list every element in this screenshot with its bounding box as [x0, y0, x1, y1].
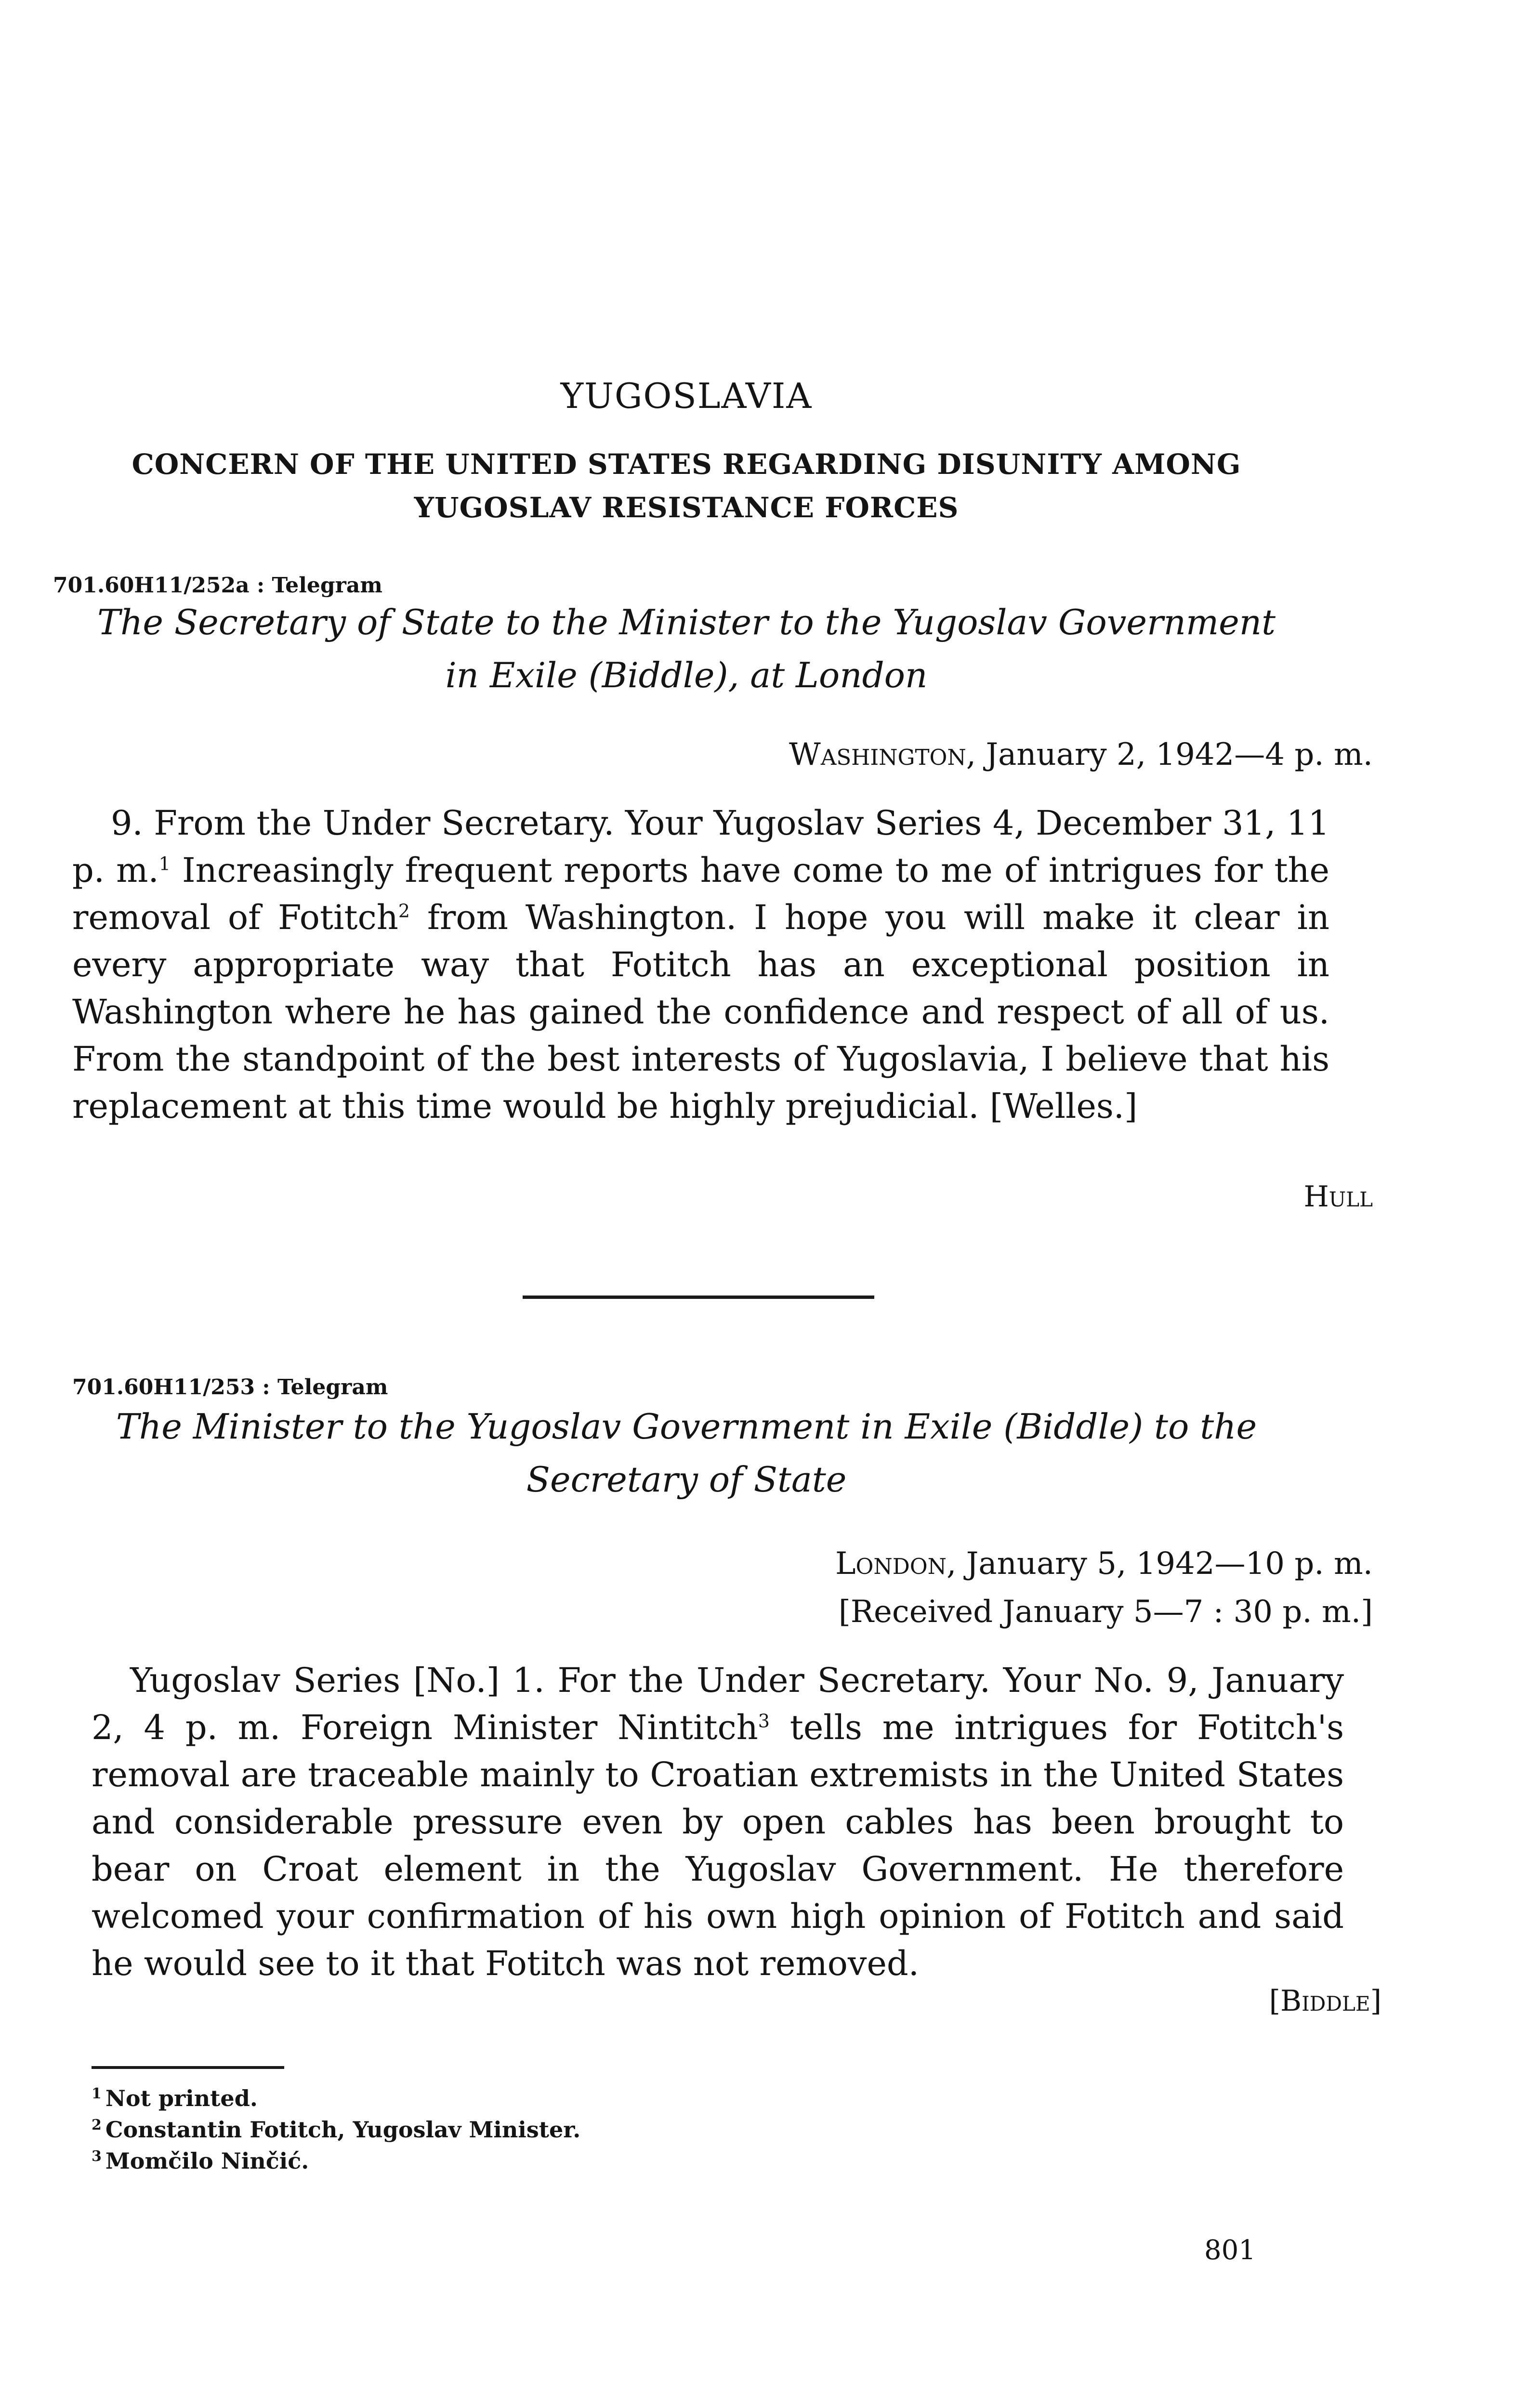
doc2-body-part2: tells me intrigues for Fotitch's removal are traceable mainly to Croatian extremists in the United States and considerable pressure even by open cables has been brought to bear on Croat element in the Yugoslav Government. He therefore welcomed your confirmation of his own high opinion of Fotitch and said he would see to it that Fotitch was not removed. [92, 1708, 1344, 1983]
footnote-2-text: Constantin Fotitch, Yugoslav Minister. [105, 2117, 581, 2143]
doc2-place: London, [835, 1546, 957, 1582]
doc2-file-ref: 701.60H11/253 : Telegram [72, 1375, 388, 1400]
doc1-signature: Hull [1303, 1180, 1373, 1214]
doc2-date: January 5, 1942—10 p. m. [956, 1546, 1373, 1582]
doc1-body-part2: Increasingly frequent reports have come to me of intrigues for the removal of Fotitch [72, 851, 1329, 937]
doc1-date: January 2, 1942—4 p. m. [976, 737, 1373, 772]
footnote-rule [92, 2066, 284, 2069]
footnote-ref-2: 2 [398, 900, 410, 922]
footnote-1-text: Not printed. [105, 2085, 258, 2111]
doc1-file-ref: 701.60H11/252a : Telegram [53, 573, 382, 598]
footnote-ref-3: 3 [758, 1710, 770, 1732]
doc1-place: Washington, [789, 737, 976, 772]
doc2-dateline [835, 1546, 1373, 1582]
doc1-body-part1: 9. From the Under Secretary. Your Yugoslav Series 4, December 31, 11 p. m. [72, 803, 1329, 890]
section-title-line2: YUGOSLAV RESISTANCE FORCES [414, 491, 959, 524]
doc2-signature: [Biddle] [1269, 1984, 1381, 2018]
page-number: 801 [1204, 2235, 1256, 2266]
footnote-3-text: Momčilo Ninčić. [105, 2148, 309, 2174]
doc2-body-part1: Yugoslav Series [No.] 1. For the Under Secretary. Your No. 9, January 2, 4 p. m. Foreign Minister Nintitch [92, 1661, 1344, 1747]
footnote-3 [92, 2148, 309, 2174]
section-title-line1: CONCERN OF THE UNITED STATES REGARDING DISUNITY AMONG [132, 448, 1241, 481]
chapter-title: YUGOSLAVIA [560, 376, 813, 416]
footnote-1 [92, 2085, 258, 2111]
doc1-heading-line2: in Exile (Biddle), at London [445, 655, 928, 695]
doc2-body [92, 1657, 1344, 1987]
doc2-heading-line2: Secretary of State [526, 1459, 847, 1500]
doc2-received: [Received January 5—7 : 30 p. m.] [838, 1594, 1373, 1630]
doc2-heading-line1: The Minister to the Yugoslav Government in Exile (Biddle) to the [116, 1406, 1257, 1447]
footnote-2 [92, 2117, 580, 2143]
footnote-3-mark: 3 [92, 2147, 102, 2165]
footnote-1-mark: 1 [92, 2085, 102, 2102]
doc1-body-part3: from Washington. I hope you will make it clear in every appropriate way that Fotitch has an exceptional position in Washington where he has gained the confidence and respect of all of us. From the standpoint of the best interests of Yugoslavia, I believe that his replacement at this time would be highly prejudicial. [Welles.] [72, 898, 1329, 1126]
footnote-ref-1: 1 [158, 853, 171, 875]
doc1-body [72, 799, 1329, 1130]
footnote-2-mark: 2 [92, 2116, 102, 2133]
doc1-heading-line1: The Secretary of State to the Minister to the Yugoslav Government [97, 602, 1276, 642]
doc1-dateline [789, 737, 1373, 772]
section-divider [523, 1296, 874, 1299]
